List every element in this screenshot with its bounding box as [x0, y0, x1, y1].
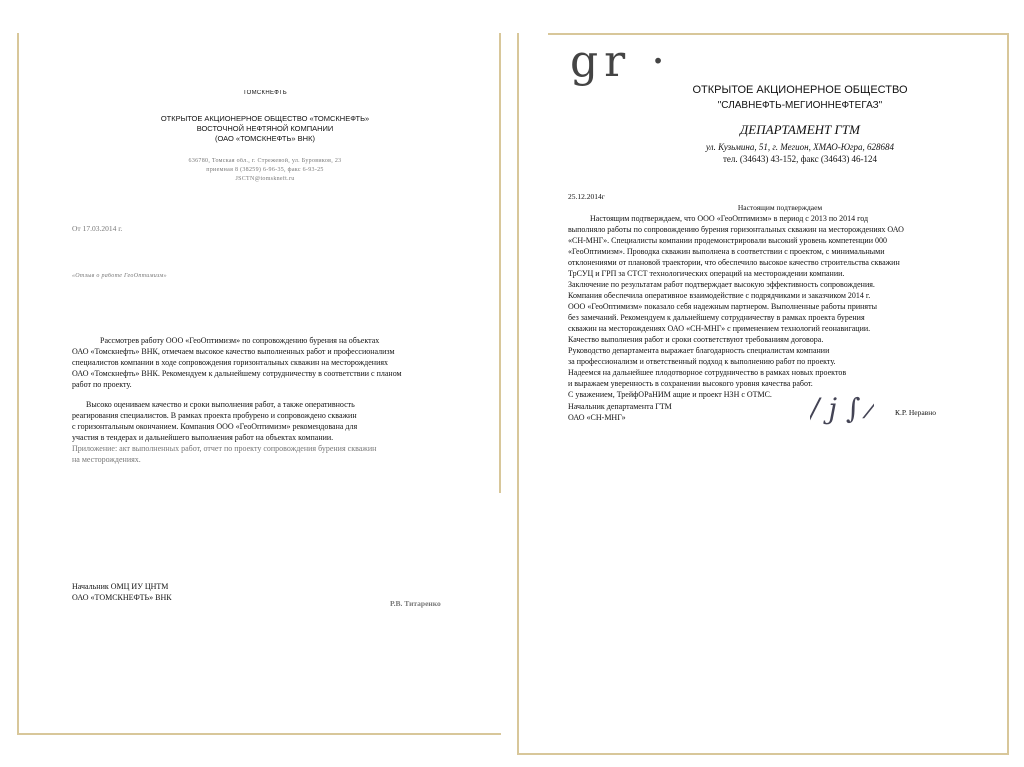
left-sign-title2: ОАО «ТОМСКНЕФТЬ» ВНК — [72, 593, 172, 602]
right-p16: и выражаем уверенность в сохранении высокого уровня качества работ. — [568, 379, 813, 388]
left-org-line1: ОТКРЫТОЕ АКЦИОНЕРНОЕ ОБЩЕСТВО «ТОМСКНЕФТЬ» — [160, 114, 370, 123]
right-p3: «СН-МНГ». Специалисты компании продемонстрировали высокий уровень компетенции 000 — [568, 236, 887, 245]
left-addr-line2: приемная 8 (38259) 6-96-35, факс 6-93-25 — [206, 167, 324, 173]
right-p1: Настоящим подтверждаем, что ООО «ГеоОптимизм» в период с 2013 по 2014 год — [590, 214, 869, 223]
right-p5: отклонениями от плановой траектории, что обеспечило высокое качество строительства скважин — [568, 258, 900, 267]
right-org-line1: ОТКРЫТОЕ АКЦИОНЕРНОЕ ОБЩЕСТВО — [692, 84, 908, 96]
left-para1-line1: Рассмотрев работу ООО «ГеоОптимизм» по сопровождению бурения на объектах — [100, 336, 380, 345]
left-page-frame-right — [499, 33, 501, 493]
left-para2-line6: на месторождениях. — [72, 455, 141, 464]
right-page-frame-right — [1007, 33, 1009, 755]
left-para2-line2: реагирования специалистов. В рамках проекта пробурено и сопровождено скважин — [72, 411, 357, 420]
left-para2-line1: Высоко оцениваем качество и сроки выполнения работ, а также оперативность — [86, 400, 355, 409]
right-p17: С уважением, ТрейфОРаНИМ ащие и проект НЗН с ОТМС. — [568, 390, 772, 399]
right-p9: ООО «ГеоОптимизм» показало себя надежным партнером. Выполненные работы приняты — [568, 302, 877, 311]
right-p10: без замечаний. Рекомендуем к дальнейшему сотрудничеству в рамках проекта бурения — [568, 313, 865, 322]
right-addr-line2: тел. (34643) 43-152, факс (34643) 46-124 — [722, 154, 878, 164]
left-para2-line5: Приложение: акт выполненных работ, отчет по проекту сопровождения бурения скважин — [72, 444, 377, 453]
right-p13: Руководство департамента выражает благодарность специалистам компании — [568, 346, 830, 355]
left-para2-line4: участия в тендерах и дальнейшего выполнения работ на объектах компании. — [72, 433, 334, 442]
right-sign-title1: Начальник департамента ГТМ — [568, 402, 672, 411]
right-sign-title2: ОАО «СН-МНГ» — [568, 413, 626, 422]
right-p8: Компания обеспечила оперативное взаимодействие с подрядчиками и заказчиком 2014 г. — [568, 291, 871, 300]
signature-scribble: / j ∫ ⁄ — [810, 392, 875, 425]
left-sign-title1: Начальник ОМЦ ИУ ЦНТМ — [72, 582, 169, 591]
left-para1-line3: специалистов компании в ходе сопровождения горизонтальных скважин на месторождениях — [72, 358, 389, 367]
left-addr-line1: 636780, Томская обл., г. Стрежевой, ул. Буровиков, 23 — [188, 158, 342, 164]
right-heading: Настоящим подтверждаем — [737, 203, 823, 212]
right-p7: Заключение по результатам работ подтверждает высокую эффективность сопровождения. — [568, 280, 875, 289]
right-letter — [550, 36, 1000, 456]
right-org-line2: "СЛАВНЕФТЬ-МЕГИОННЕФТЕГАЗ" — [717, 100, 883, 111]
right-p11: скважин на месторождениях ОАО «СН-МНГ» с применением технологий геонавигации. — [568, 324, 871, 333]
left-subject: «Отзыв о работе ГеоОптимизм» — [72, 273, 167, 279]
left-ref-line: От 17.03.2014 г. — [72, 224, 123, 233]
right-p12: Качество выполнения работ и сроки соответствуют требованиям договора. — [568, 335, 824, 344]
right-addr-line1: ул. Кузьмина, 51, г. Мегион, ХМАО-Югра, 628684 — [705, 142, 895, 152]
right-p6: ТрСУЦ и ГРП за СТСТ технологических операций на месторождении компании. — [568, 269, 845, 278]
right-date: 25.12.2014г — [568, 192, 605, 201]
left-para1-line5: работ по проекту. — [72, 380, 132, 389]
left-para1-line2: ОАО «Томскнефть» ВНК, отмечаем высокое качество выполненных работ и профессионализм — [72, 347, 395, 356]
company-logo: gr · — [570, 36, 672, 87]
right-p14: за профессионализм и ответственный подход к выполнению работ по проекту. — [568, 357, 836, 366]
right-p15: Надеемся на дальнейшее плодотворное сотрудничество в рамках новых проектов — [568, 368, 847, 377]
left-para2-line3: с горизонтальным окончанием. Компания ООО «ГеоОптимизм» рекомендована для — [72, 422, 358, 431]
right-sign-name: К.Р. Неравно — [895, 408, 936, 417]
left-para1-line4: ОАО «Томскнефть» ВНК. Рекомендуем к дальнейшему сотрудничеству в соответствии с планом — [72, 369, 402, 378]
right-dept: ДЕПАРТАМЕНТ ГТМ — [740, 122, 860, 137]
left-company-short: ТОМСКНЕФТЬ — [242, 90, 288, 96]
left-letter — [60, 80, 480, 680]
left-sign-name: Р.В. Титаренко — [390, 599, 441, 608]
right-page-frame-top — [548, 33, 1008, 35]
left-org-line2: ВОСТОЧНОЙ НЕФТЯНОЙ КОМПАНИИ — [196, 124, 334, 133]
right-p4: «ГеоОптимизм». Проводка скважин выполнена в соответствии с проектом, с минимальными — [568, 247, 885, 256]
right-p2: выполняло работы по сопровождению бурения горизонтальных скважин на месторождениях ОАО — [568, 225, 904, 234]
left-org-line3: (ОАО «ТОМСКНЕФТЬ» ВНК) — [215, 134, 315, 143]
left-addr-line3: JSCTN@tomskneft.ru — [235, 176, 295, 182]
